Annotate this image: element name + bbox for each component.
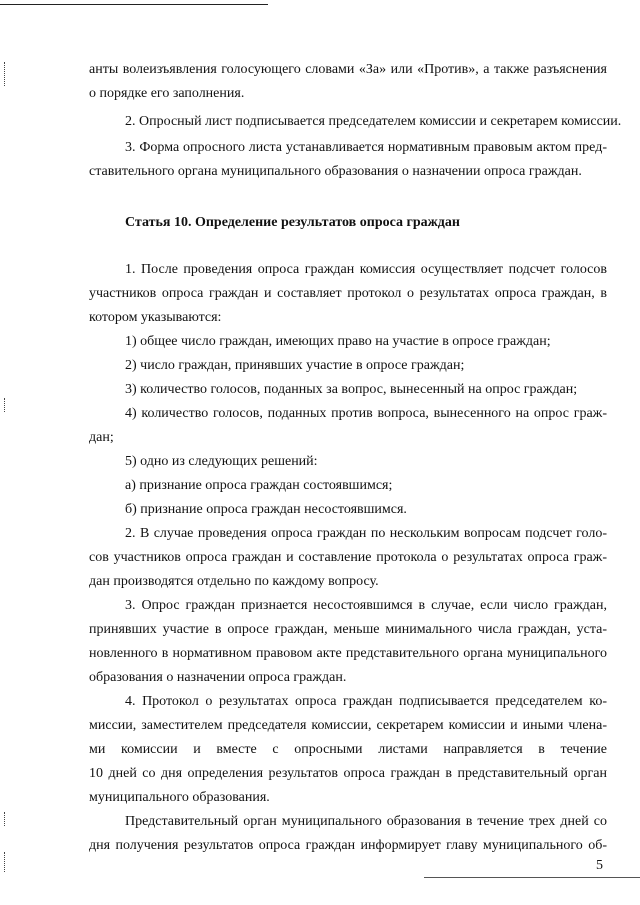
edge-mark: [4, 812, 6, 826]
list-item-4: [89, 402, 607, 450]
document-body: [89, 58, 622, 858]
text-line: дня получения результатов опроса граждан информирует главу муниципального об-: [89, 838, 607, 853]
article-heading: Статья 10. Определение результатов опроса граждан: [125, 215, 460, 230]
edge-mark: [4, 852, 6, 872]
text-line: о порядке его заполнения.: [89, 86, 245, 101]
article-10-paragraph-2: [89, 522, 607, 594]
text-line: а) признание опроса граждан состоявшимся;: [125, 478, 393, 493]
text-line: 2. Опросный лист подписывается председателем комиссии и секретарем комиссии.: [125, 114, 622, 129]
article-10-paragraph-4: [89, 690, 607, 810]
text-line: анты волеизъявления голосующего словами «За» или «Против», а также разъяснения: [89, 62, 607, 77]
edge-mark: [4, 62, 6, 86]
bottom-rule: [424, 877, 640, 878]
text-line: 4) количество голосов, поданных против вопроса, вынесенного на опрос граж-: [125, 406, 607, 421]
text-line: Представительный орган муниципального образования в течение трех дней со: [125, 814, 607, 829]
paragraph-continuation: [89, 58, 607, 106]
text-line: ми комиссии и вместе с опросными листами направляется в течение: [89, 742, 607, 757]
page-number: 5: [596, 858, 603, 873]
text-line: 1) общее число граждан, имеющих право на участие в опросе граждан;: [125, 334, 551, 349]
text-line: образования о назначении опроса граждан.: [89, 670, 347, 685]
list-item-2: [89, 354, 607, 378]
text-line: 4. Протокол о результатах опроса граждан подписывается председателем ко-: [125, 694, 607, 709]
text-line: дан;: [89, 430, 114, 445]
article-10-paragraph-1: [89, 258, 607, 330]
sub-item-b: [89, 498, 607, 522]
text-line: 3. Опрос граждан признается несостоявшимся в случае, если число граждан,: [125, 598, 607, 613]
text-line: новленного в нормативном правовом акте представительного органа муниципального: [89, 646, 607, 661]
paragraph-item-3: [89, 136, 607, 184]
text-line: принявших участие в опросе граждан, меньше минимального числа граждан, уста-: [89, 622, 607, 637]
text-line: миссии, заместителем председателя комиссии, секретарем комиссии и иными члена-: [89, 718, 607, 733]
text-line: 10 дней со дня определения результатов опроса граждан в представительный орган: [89, 766, 607, 781]
text-line: котором указываются:: [89, 310, 222, 325]
top-rule: [0, 4, 268, 5]
edge-mark: [4, 398, 6, 412]
article-10-paragraph-3: [89, 594, 607, 690]
list-item-3: [89, 378, 607, 402]
text-line: б) признание опроса граждан несостоявшимся.: [125, 502, 407, 517]
text-line: 2. В случае проведения опроса граждан по нескольким вопросам подсчет голо-: [125, 526, 607, 541]
text-line: 5) одно из следующих решений:: [125, 454, 318, 469]
text-line: муниципального образования.: [89, 790, 270, 805]
text-line: участников опроса граждан и составляет протокол о результатах опроса граждан, в: [89, 286, 607, 301]
text-line: 1. После проведения опроса граждан комиссия осуществляет подсчет голосов: [125, 262, 607, 277]
text-line: дан производятся отдельно по каждому вопросу.: [89, 574, 379, 589]
text-line: 2) число граждан, принявших участие в опросе граждан;: [125, 358, 465, 373]
text-line: 3) количество голосов, поданных за вопрос, вынесенный на опрос граждан;: [125, 382, 578, 397]
article-10-paragraph-5: [89, 810, 607, 858]
text-line: 3. Форма опросного листа устанавливается нормативным правовым актом пред-: [125, 140, 607, 155]
sub-item-a: [89, 474, 607, 498]
paragraph-item-2: [89, 110, 622, 134]
list-item-1: [89, 330, 607, 354]
text-line: сов участников опроса граждан и составление протокола о результатах опроса граж-: [89, 550, 607, 565]
text-line: ставительного органа муниципального образования о назначении опроса граждан.: [89, 164, 582, 179]
list-item-5: [89, 450, 607, 474]
